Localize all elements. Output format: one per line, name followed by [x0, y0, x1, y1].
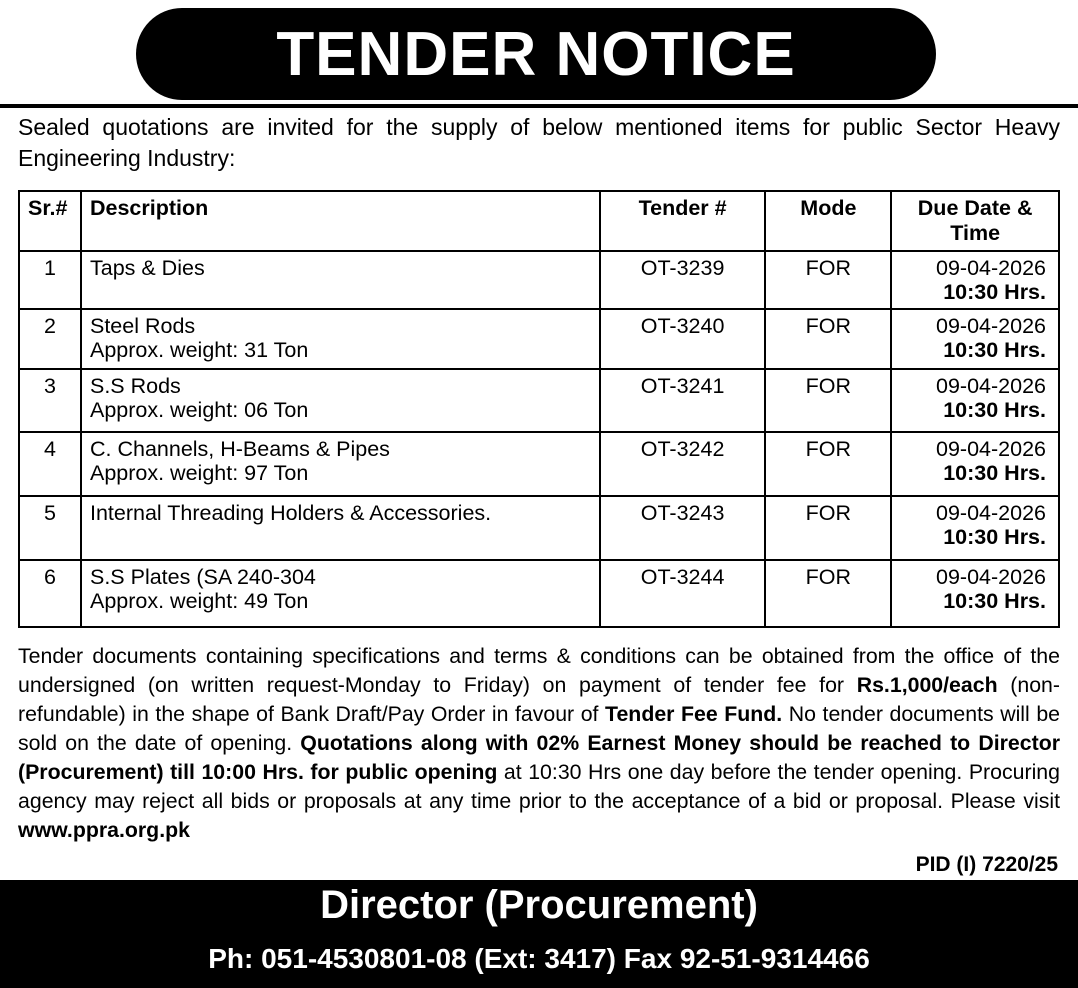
due-date: 09-04-2026 [936, 374, 1046, 398]
cell-due [891, 309, 1059, 369]
cell-mode: FOR [765, 309, 891, 369]
pid-number: PID (I) 7220/25 [915, 853, 1058, 876]
cell-due [891, 251, 1059, 309]
terms-text [18, 642, 1060, 845]
cell-sr: 3 [19, 369, 81, 432]
due-time: 10:30 Hrs. [943, 589, 1046, 613]
cell-mode: FOR [765, 496, 891, 560]
cell-due [891, 496, 1059, 560]
cell-description [81, 496, 600, 560]
header-sr: Sr.# [19, 191, 81, 251]
cell-due [891, 369, 1059, 432]
header-tender: Tender # [600, 191, 766, 251]
description-line-1: S.S Plates (SA 240-304 [89, 565, 316, 589]
cell-description [81, 432, 600, 496]
cell-sr: 1 [19, 251, 81, 309]
cell-tender: OT-3239 [600, 251, 766, 309]
cell-tender: OT-3244 [600, 560, 766, 627]
description-line-2: Approx. weight: 06 Ton [89, 398, 309, 422]
description-line-1: Taps & Dies [89, 256, 205, 280]
table-row [19, 496, 1059, 560]
due-time: 10:30 Hrs. [943, 398, 1046, 422]
director-title: Director (Procurement) [320, 883, 758, 927]
cell-description [81, 309, 600, 369]
table-row [19, 309, 1059, 369]
cell-description [81, 369, 600, 432]
table-row [19, 560, 1059, 627]
due-time: 10:30 Hrs. [943, 338, 1046, 362]
header-mode: Mode [765, 191, 891, 251]
table-row [19, 432, 1059, 496]
description-line-2: Approx. weight: 97 Ton [89, 461, 309, 485]
cell-tender: OT-3240 [600, 309, 766, 369]
table-row [19, 251, 1059, 309]
cell-due [891, 560, 1059, 627]
header-due: Due Date & Time [891, 191, 1059, 251]
due-date: 09-04-2026 [936, 565, 1046, 589]
cell-mode: FOR [765, 432, 891, 496]
cell-sr: 5 [19, 496, 81, 560]
quotations-notice: Quotations along with 02% Earnest Money should be reached to Director (Procurement) till 10:00 Hrs. for public opening [18, 731, 1061, 784]
cell-sr: 2 [19, 309, 81, 369]
table-header-row [19, 191, 1059, 251]
table-row [19, 369, 1059, 432]
due-time: 10:30 Hrs. [943, 461, 1046, 485]
cell-due [891, 432, 1059, 496]
cell-description [81, 251, 600, 309]
cell-description [81, 560, 600, 627]
due-time: 10:30 Hrs. [943, 525, 1046, 549]
page-title: TENDER NOTICE [276, 19, 796, 89]
tender-fee: Rs.1,000/each [856, 673, 998, 697]
terms-part-1: Tender documents containing specifications and terms & conditions can be obtained from the office of the undersigned (on written request-Monday to Friday) on payment of tender fee for [18, 644, 1060, 697]
items-table [18, 190, 1060, 628]
cell-sr: 4 [19, 432, 81, 496]
due-date: 09-04-2026 [936, 437, 1046, 461]
cell-mode: FOR [765, 560, 891, 627]
cell-tender: OT-3242 [600, 432, 766, 496]
title-banner [136, 8, 936, 100]
website-link[interactable]: www.ppra.org.pk [18, 818, 190, 842]
cell-mode: FOR [765, 251, 891, 309]
cell-tender: OT-3243 [600, 496, 766, 560]
description-line-2: Approx. weight: 31 Ton [89, 338, 309, 362]
cell-tender: OT-3241 [600, 369, 766, 432]
header-description: Description [81, 191, 600, 251]
description-line-1: Steel Rods [89, 314, 196, 338]
terms-part-2: (non-refundable) in the shape of Bank Draft/Pay Order in favour of [18, 673, 1060, 726]
due-time: 10:30 Hrs. [943, 280, 1046, 304]
header-band [0, 0, 1078, 108]
terms-part-4: at 10:30 Hrs one day before the tender opening. Procuring agency may reject all bids or proposals at any time prior to the acceptance of a bid or proposal. Please visit [18, 760, 1060, 813]
cell-sr: 6 [19, 560, 81, 627]
description-line-1: C. Channels, H-Beams & Pipes [89, 437, 390, 461]
due-date: 09-04-2026 [936, 314, 1046, 338]
cell-mode: FOR [765, 369, 891, 432]
due-date: 09-04-2026 [936, 501, 1046, 525]
due-date: 09-04-2026 [936, 256, 1046, 280]
intro-text: Sealed quotations are invited for the supply of below mentioned items for public Sector Heavy Engineering Industry: [18, 114, 1060, 171]
contact-phone: Ph: 051-4530801-08 (Ext: 3417) Fax 92-51-9314466 [208, 943, 870, 974]
fee-fund: Tender Fee Fund. [605, 702, 783, 726]
terms-part-3: No tender documents will be sold on the date of opening. [18, 702, 1061, 755]
description-line-2: Approx. weight: 49 Ton [89, 589, 309, 613]
description-line-1: S.S Rods [89, 374, 181, 398]
description-line-1: Internal Threading Holders & Accessories. [89, 501, 492, 525]
